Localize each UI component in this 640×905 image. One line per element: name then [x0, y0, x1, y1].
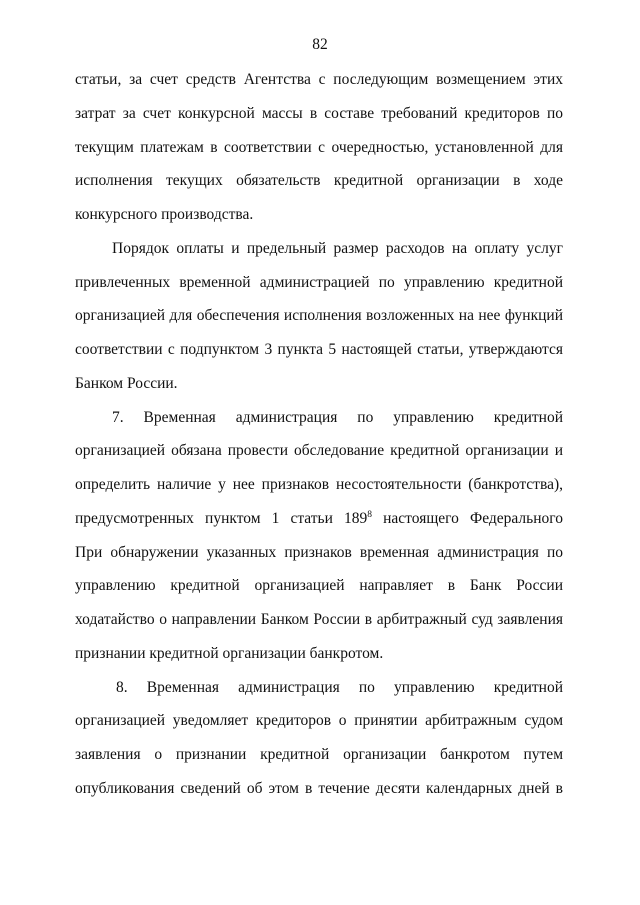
text-line: 8. Временная администрация по управлению кредитной: [116, 678, 563, 696]
text-line: определить наличие у нее признаков несостоятельности (банкротства),: [75, 476, 563, 493]
text-line: статьи, за счет средств Агентства с последующим возмещением этих: [75, 71, 563, 88]
text-fragment: предусмотренных пунктом 1 статьи 189: [75, 509, 368, 527]
paragraph-2: [75, 232, 563, 401]
text-line: заявления о признании кредитной организации банкротом путем: [75, 746, 563, 763]
text-line: управлению кредитной организацией направляет в Банк России: [75, 577, 563, 595]
text-line: привлеченных временной администрацией по управлению кредитной: [75, 273, 563, 291]
text-line: текущим платежам в соответствии с очередностью, установленной для: [75, 138, 563, 156]
paragraph-3: [75, 401, 563, 671]
text-line: затрат за счет конкурсной массы в составе требований кредиторов по: [75, 104, 563, 122]
text-line: 7. Временная администрация по управлению кредитной: [112, 408, 563, 426]
document-body: [75, 63, 563, 806]
text-line: Банком России.: [75, 374, 178, 392]
paragraph-4: [75, 671, 563, 806]
text-line: ходатайство о направлении Банком России в арбитражный суд заявления: [75, 611, 563, 628]
text-line-with-superscript: [75, 502, 563, 536]
superscript: 8: [367, 509, 373, 520]
paragraph-1: [75, 63, 563, 232]
text-fragment: настоящего Федерального: [383, 509, 563, 527]
text-line: конкурсного производства.: [75, 206, 254, 223]
page-number: 82: [312, 36, 328, 53]
text-line: организацией уведомляет кредиторов о принятии арбитражным судом: [75, 712, 563, 730]
text-line: исполнения текущих обязательств кредитной организации в ходе: [75, 172, 563, 190]
text-line: соответствии с подпунктом 3 пункта 5 настоящей статьи, утверждаются: [75, 341, 563, 358]
text-line: При обнаружении указанных признаков временная администрация по: [75, 543, 563, 561]
text-line: опубликования сведений об этом в течение десяти календарных дней в: [75, 779, 563, 797]
text-line: Порядок оплаты и предельный размер расходов на оплату услуг: [112, 239, 563, 257]
text-line: организацией обязана провести обследование кредитной организации и: [75, 442, 563, 460]
text-line: признании кредитной организации банкротом.: [75, 644, 384, 662]
text-line: организацией для обеспечения исполнения возложенных на нее функций: [75, 307, 563, 325]
